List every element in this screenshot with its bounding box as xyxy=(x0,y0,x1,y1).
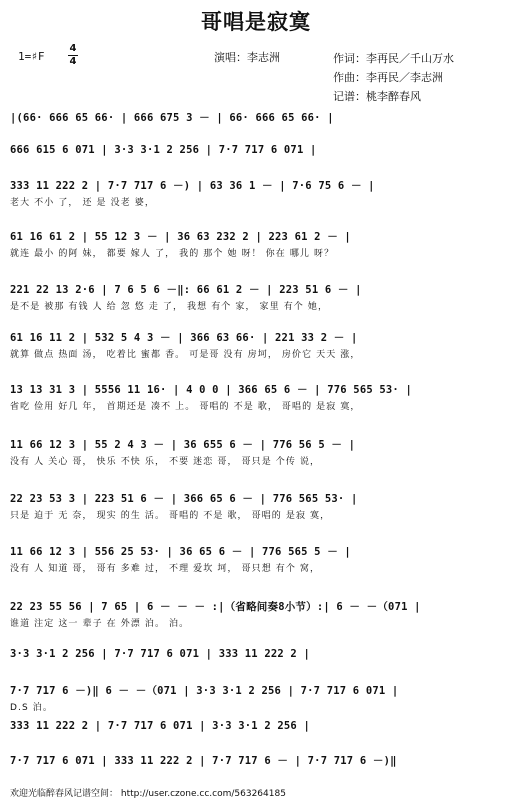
time-signature-bottom: 4 xyxy=(69,56,77,67)
notes: 7·7 717 6 071 | 333 11 222 2 | 7·7 717 6 － | 7·7 717 6 －)‖ xyxy=(10,755,397,767)
score-line xyxy=(10,544,504,574)
lyricist: 作词：李再民／千山万水 xyxy=(333,52,454,65)
score-line xyxy=(10,491,504,521)
notes: 333 11 222 2 | 7·7 717 6 071 | 3·3 3·1 2 256 | xyxy=(10,720,310,732)
score-line xyxy=(10,753,504,770)
time-signature xyxy=(68,44,78,67)
score-line xyxy=(10,330,504,360)
score-line xyxy=(10,382,504,412)
notes: 22 23 53 3 | 223 51 6 － | 366 65 6 － | 776 565 53· | xyxy=(10,493,358,505)
lyrics: 省吃 俭用 好几 年， 首期还是 凑不 上。 哥唱的 不是 歌， 哥唱的 是寂 寞， xyxy=(10,402,361,412)
footer-link[interactable]: 欢迎光临醉春风记谱空间： http://user.czone.cc.com/563264185 xyxy=(10,789,286,799)
score-line xyxy=(10,110,504,127)
page-title: 哥唱是寂寞 xyxy=(201,9,311,34)
score-line xyxy=(10,144,504,158)
lyrics: 没有 人 知道 哥， 哥有 多难 过， 不理 爱坎 坷， 哥只想 有个 窝， xyxy=(10,564,321,574)
notes: 11 66 12 3 | 556 25 53· | 36 65 6 － | 776 565 5 － | xyxy=(10,546,351,558)
notes: 221 22 13 2·6 | 7 6 5 6 －‖: 66 61 2 － | 223 51 6 － | xyxy=(10,284,362,296)
transcriber: 记谱：桃李醉春风 xyxy=(333,90,421,103)
notes: 7·7 717 6 －)‖ 6 － －（071 | 3·3 3·1 2 256 | 7·7 717 6 071 | xyxy=(10,685,399,697)
notes: 22 23 55 56 | 7 65 | 6 － － － :|（省略间奏8小节）:| 6 － －（071 | xyxy=(10,601,421,613)
score-line xyxy=(10,683,504,713)
notes: 61 16 11 2 | 532 5 4 3 － | 366 63 66· | 221 33 2 － | xyxy=(10,332,358,344)
lyrics: 谁道 注定 这一 辈子 在 外漂 泊。 泊。 xyxy=(10,619,190,629)
lyrics: 就连 最小 的阿 妹， 都要 嫁人 了， 我的 那个 她 呀！ 你在 哪儿 呀？ xyxy=(10,249,335,259)
key-signature: 1=♯F xyxy=(18,50,45,63)
lyrics: 只是 迫于 无 奈， 现实 的生 活。 哥唱的 不是 歌， 哥唱的 是寂 寞， xyxy=(10,511,331,521)
score-line xyxy=(10,437,504,467)
singer: 演唱：李志洲 xyxy=(214,51,280,64)
score-line xyxy=(10,229,504,259)
score-line xyxy=(10,178,504,208)
credits xyxy=(333,49,454,106)
notes: 3·3 3·1 2 256 | 7·7 717 6 071 | 333 11 222 2 | xyxy=(10,648,310,660)
notes: |(66· 666 65 66· | 666 675 3 － | 66· 666 65 66· | xyxy=(10,112,334,124)
lyrics: 没有 人 关心 哥， 快乐 不快 乐， 不要 迷恋 哥， 哥只是 个传 说， xyxy=(10,457,321,467)
lyrics: D.S 泊。 xyxy=(10,703,53,713)
score-line xyxy=(10,648,504,662)
notes: 666 615 6 071 | 3·3 3·1 2 256 | 7·7 717 6 071 | xyxy=(10,144,317,156)
notes: 13 13 31 3 | 5556 11 16· | 4 0 0 | 366 65 6 － | 776 565 53· | xyxy=(10,384,412,396)
score-line xyxy=(10,282,504,312)
notes: 333 11 222 2 | 7·7 717 6 －) | 63 36 1 － | 7·6 75 6 － | xyxy=(10,180,375,192)
lyrics: 老大 不小 了， 还 是 没老 婆， xyxy=(10,198,155,208)
score-line xyxy=(10,720,504,734)
notes: 61 16 61 2 | 55 12 3 － | 36 63 232 2 | 223 61 2 － | xyxy=(10,231,351,243)
notes: 11 66 12 3 | 55 2 4 3 － | 36 655 6 － | 776 56 5 － | xyxy=(10,439,356,451)
lyrics: 是不是 被那 有钱 人 给 忽 悠 走 了， 我想 有个 家， 家里 有个 她， xyxy=(10,302,329,312)
score-line xyxy=(10,599,504,629)
lyrics: 就算 做点 热面 汤， 吃着比 蜜都 香。 可是哥 没有 房坷， 房价它 天天 涨， xyxy=(10,350,361,360)
time-signature-top: 4 xyxy=(69,43,77,54)
composer: 作曲：李再民／李志洲 xyxy=(333,71,443,84)
